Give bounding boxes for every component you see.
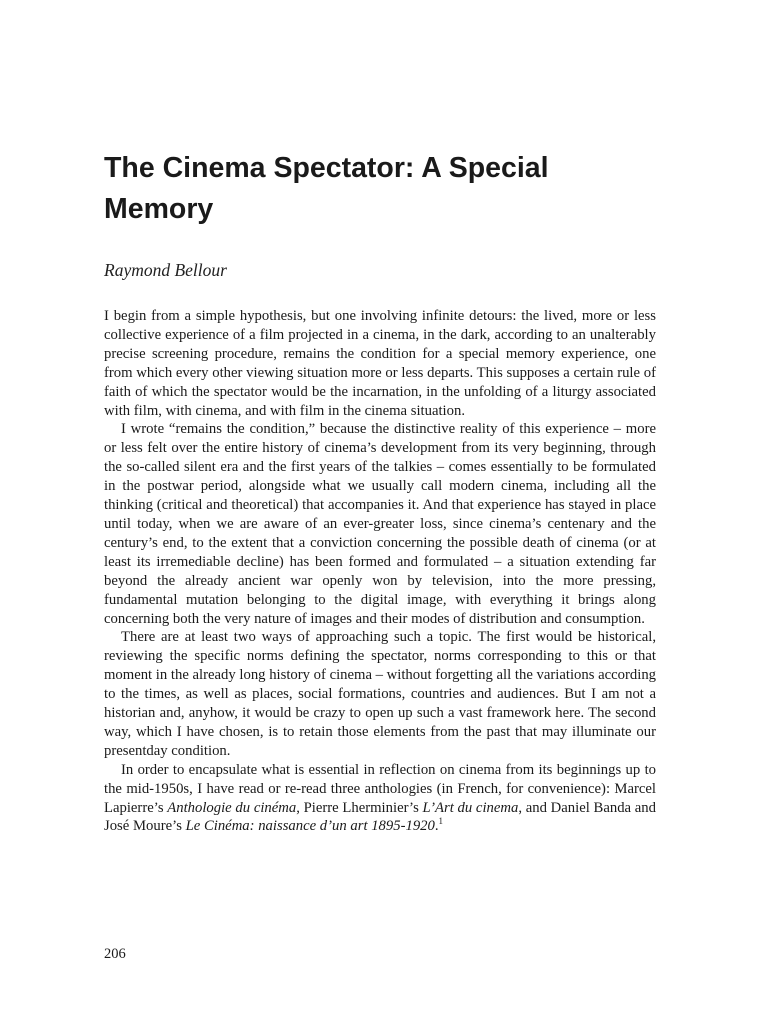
page-number: 206 — [104, 946, 126, 962]
paragraph-text: I begin from a simple hypothesis, but one involving infinite detours: the lived, more or less collective experience of a film projected in a cinema, in the dark, according to an unalterably precise screening procedure, remains the condition for a special memory experience, one from which every other viewing situation more or less departs. This supposes a certain rule of faith of which the spectator would be the incarnation, in the unfolding of a liturgy associated with film, with cinema, and with film in the cinema situation. — [104, 308, 656, 419]
article-body — [104, 307, 656, 836]
body-paragraph — [104, 761, 656, 837]
footnote-reference: 1 — [438, 816, 444, 827]
italic-title: Le Cinéma: naissance d’un art 1895-1920 — [185, 818, 435, 835]
article-title: The Cinema Spectator: A Special Memory — [104, 152, 549, 225]
paragraph-text: . — [434, 818, 439, 835]
paragraph-text: , and Daniel Banda and José Moure’s — [104, 799, 656, 835]
body-paragraph — [104, 307, 656, 420]
paragraph-text: , Pierre Lherminier’s — [296, 799, 423, 816]
article-page — [104, 148, 656, 836]
paragraph-text: In order to encapsulate what is essential in reflection on cinema from its beginnings up to the mid-1950s, I have read or re-read three anthologies (in French, for convenience): Marcel Lapierre’s — [104, 761, 656, 816]
author-name: Raymond Bellour — [104, 260, 227, 280]
body-paragraph — [104, 420, 656, 628]
italic-title: L’Art du cinema — [422, 799, 519, 816]
body-paragraph — [104, 628, 656, 760]
italic-title: Anthologie du cinéma — [167, 799, 297, 816]
paragraph-text: There are at least two ways of approaching such a topic. The first would be historical, reviewing the specific norms defining the spectator, norms corresponding to this or that moment in the already long history of cinema – without forgetting all the variations according to the times, as well as places, social formations, countries and audiences. But I am not a historian and, anyhow, it would be crazy to open up such a vast framework here. The second way, which I have chosen, is to retain those elements from the past that may illuminate our presentday condition. — [104, 629, 657, 759]
paragraph-text: I wrote “remains the condition,” because the distinctive reality of this experience – more or less felt over the entire history of cinema’s development from its very beginning, through the so-called silent era and the first years of the talkies – comes essentially to be formulated in the postwar period, alongside what we usually call modern cinema, including all the thinking (critical and theoretical) that accompanies it. And that experience has stayed in place until today, when we are aware of an ever-greater loss, since cinema’s centenary and the century’s end, to the extent that a conviction concerning the possible death of cinema (or at least its irremediable decline) has been formed and formulated – a situation extending far beyond the already ancient war openly won by television, into the more pressing, fundamental mutation belonging to the digital image, with everything it brings along concerning both the very nature of images and their modes of distribution and consumption. — [104, 421, 656, 627]
